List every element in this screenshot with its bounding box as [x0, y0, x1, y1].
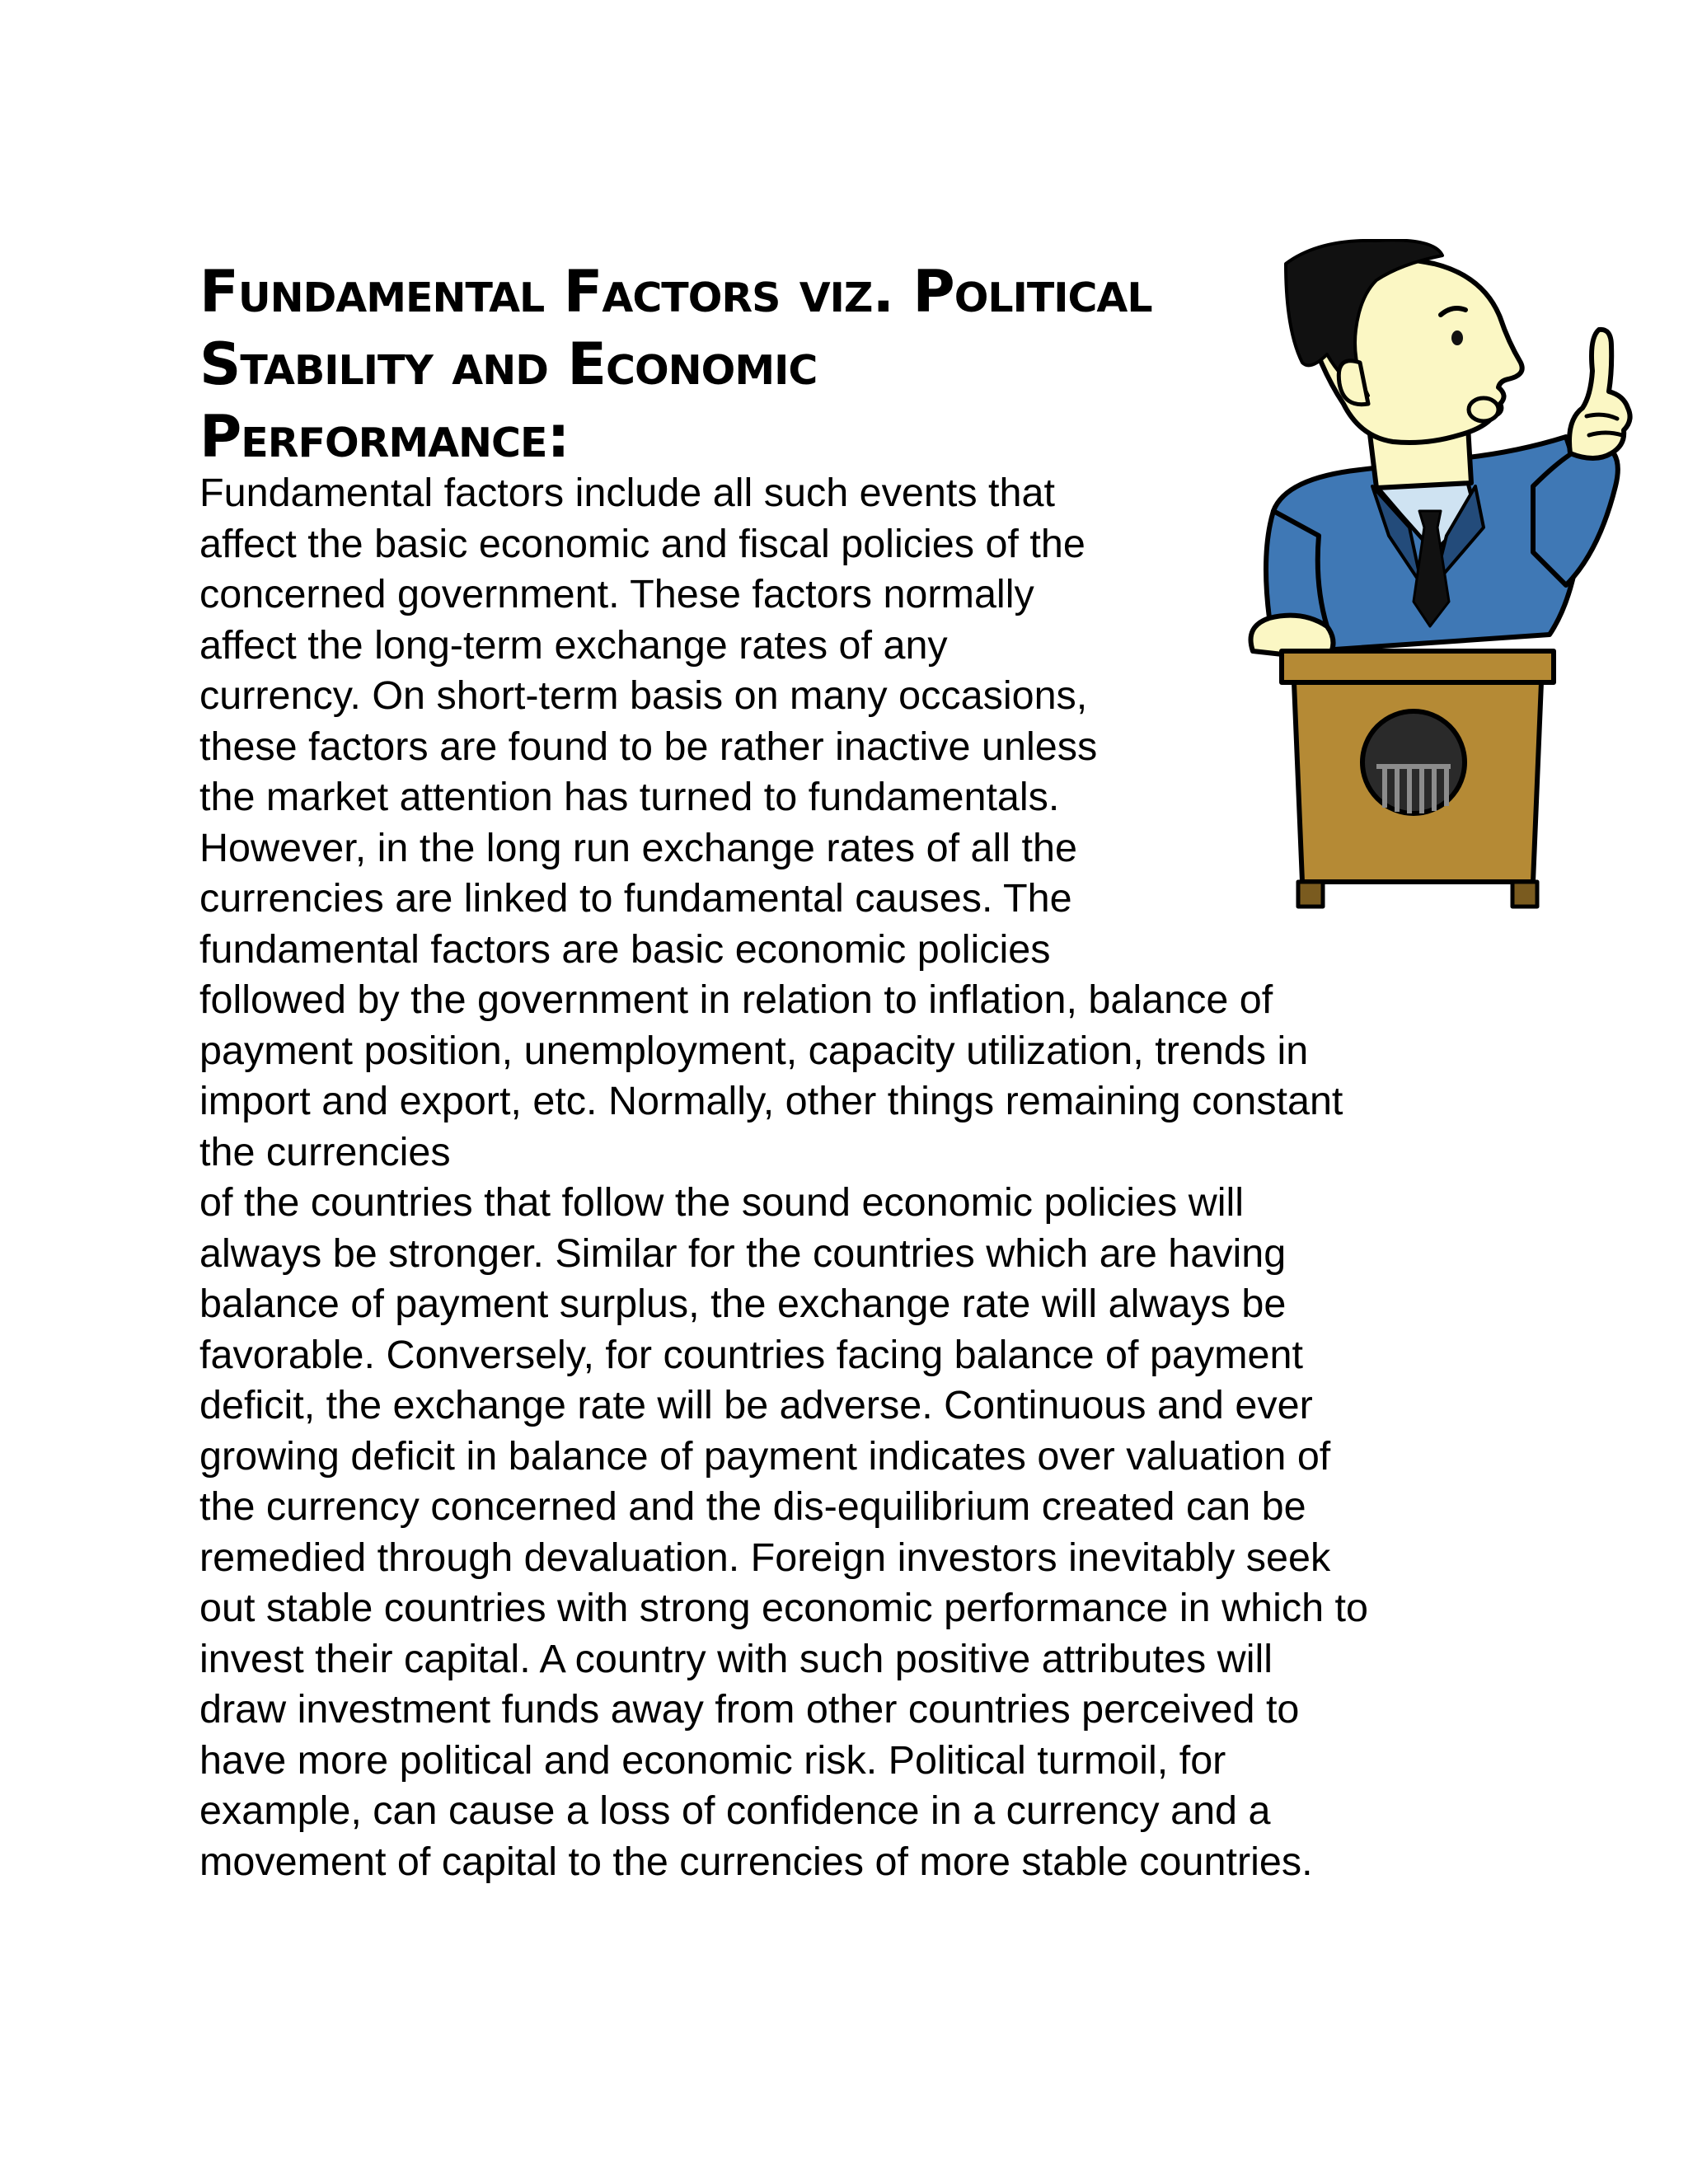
text-line: affect the long-term exchange rates of any: [199, 622, 948, 668]
text-line: movement of capital to the currencies of more stable countries.: [199, 1839, 1313, 1884]
raised-hand: [1569, 330, 1630, 458]
eye: [1451, 330, 1463, 345]
text-line: these factors are found to be rather inactive unless: [199, 724, 1098, 769]
text-line: growing deficit in balance of payment indicates over valuation of: [199, 1433, 1331, 1479]
text-line: the currencies: [199, 1129, 451, 1174]
text-line: deficit, the exchange rate will be adverse. Continuous and ever: [199, 1383, 1313, 1427]
text-line: always be stronger. Similar for the countries which are having: [199, 1230, 1287, 1276]
podium-foot-right: [1512, 882, 1537, 907]
mouth: [1469, 398, 1498, 421]
text-line: the currency concerned and the dis-equilibrium created can be: [199, 1484, 1306, 1529]
text-line: concerned government. These factors normally: [199, 572, 1034, 616]
heading-line: Stability and Economic: [199, 330, 818, 398]
podium-emblem: [1362, 711, 1465, 813]
text-line: currencies are linked to fundamental causes. The: [199, 876, 1072, 921]
podium-top: [1282, 651, 1554, 682]
text-line: invest their capital. A country with such positive attributes will: [199, 1636, 1273, 1681]
text-line: currency. On short-term basis on many occasions,: [199, 673, 1088, 718]
text-line: balance of payment surplus, the exchange rate will always be: [199, 1282, 1287, 1326]
podium-foot-left: [1298, 882, 1323, 907]
text-line: followed by the government in relation to inflation, balance of: [199, 977, 1273, 1022]
text-line: of the countries that follow the sound economic policies will: [199, 1180, 1245, 1225]
text-line: payment position, unemployment, capacity utilization, trends in: [199, 1028, 1309, 1073]
text-line: affect the basic economic and fiscal policies of the: [199, 521, 1085, 566]
speaker-at-podium-icon: [1236, 239, 1648, 915]
text-line: fundamental factors are basic economic policies: [199, 926, 1051, 972]
section-heading: [199, 255, 1189, 473]
text-line: draw investment funds away from other countries perceived to: [199, 1687, 1300, 1732]
text-line: import and export, etc. Normally, other things remaining constant: [199, 1079, 1343, 1123]
heading-line: Fundamental Factors viz. Political: [199, 258, 1152, 326]
text-line: remedied through devaluation. Foreign investors inevitably seek: [199, 1535, 1331, 1580]
text-line: However, in the long run exchange rates of all the: [199, 825, 1077, 870]
text-line: out stable countries with strong economic performance in which to: [199, 1586, 1368, 1630]
text-line: have more political and economic risk. Political turmoil, for: [199, 1737, 1226, 1783]
text-line: the market attention has turned to fundamentals.: [199, 775, 1060, 819]
text-line: favorable. Conversely, for countries facing balance of payment: [199, 1332, 1303, 1377]
text-line: Fundamental factors include all such events that: [199, 471, 1055, 515]
heading-line: Performance:: [199, 403, 570, 471]
text-line: example, can cause a loss of confidence in a currency and a: [199, 1788, 1271, 1833]
